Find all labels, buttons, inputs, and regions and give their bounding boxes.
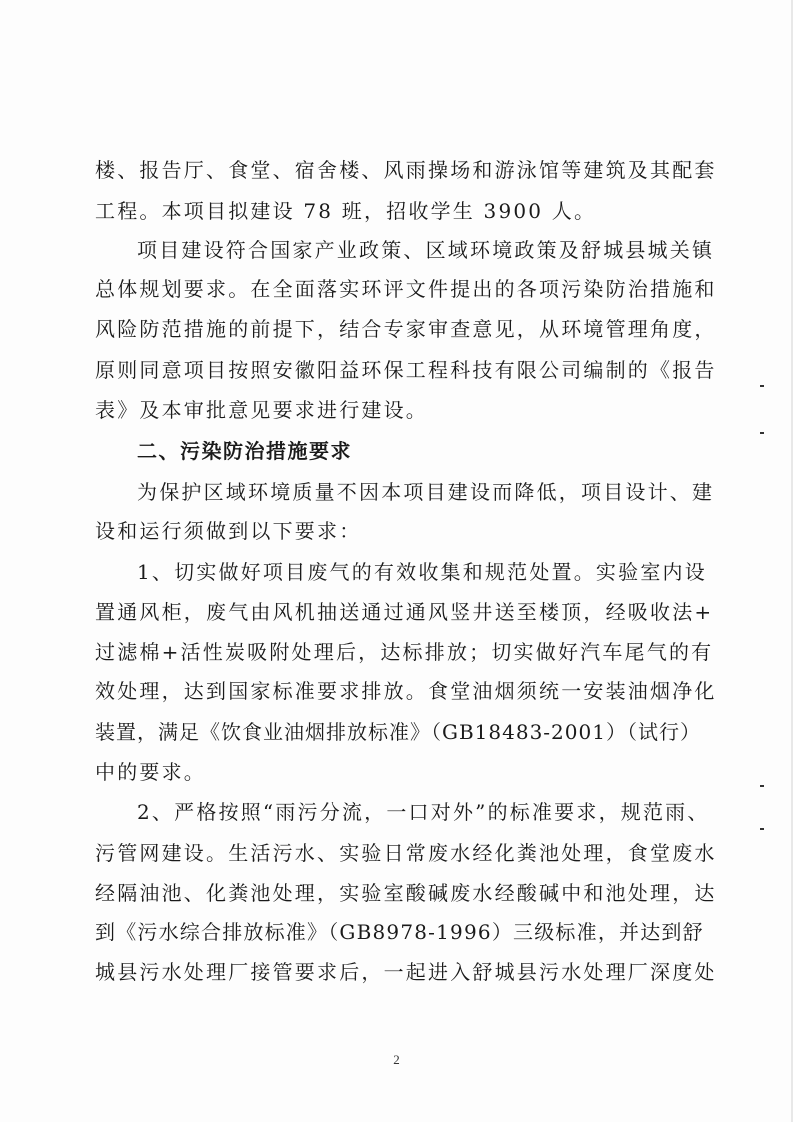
text-line: 为保护区域环境质量不因本项目建设而降低，项目设计、建 [137, 480, 715, 504]
scan-mark [760, 432, 764, 434]
text-line: 表》及本审批意见要求进行建设。 [95, 398, 428, 422]
text-line: 风险防范措施的前提下，结合专家审查意见，从环境管理角度， [95, 317, 717, 341]
text-line: 经隔油池、化粪池处理，实验室酸碱废水经酸碱中和池处理，达 [95, 881, 717, 905]
text-line: 中的要求。 [95, 760, 206, 784]
text-line: 过滤棉+活性炭吸附处理后，达标排放；切实做好汽车尾气的有 [95, 640, 714, 664]
text-line: 城县污水处理厂接管要求后，一起进入舒城县污水处理厂深度处 [95, 960, 717, 984]
text-line: 1、切实做好项目废气的有效收集和规范处置。实验室内设 [137, 560, 707, 584]
text-line: 设和运行须做到以下要求： [95, 519, 362, 543]
page-number: 2 [393, 1052, 400, 1067]
text-line: 装置，满足《饮食业油烟排放标准》（GB18483-2001）（试行） [95, 720, 701, 744]
text-line: 原则同意项目按照安徽阳益环保工程科技有限公司编制的《报告 [95, 358, 717, 382]
scan-mark [760, 785, 764, 787]
text-line: 楼、报告厅、食堂、宿舍楼、风雨操场和游泳馆等建筑及其配套 [95, 158, 717, 182]
text-line: 工程。本项目拟建设 78 班，招收学生 3900 人。 [95, 199, 597, 223]
text-line: 总体规划要求。在全面落实环评文件提出的各项污染防治措施和 [95, 277, 717, 301]
scan-mark [760, 385, 764, 387]
text-line: 项目建设符合国家产业政策、区域环境政策及舒城县城关镇 [137, 238, 715, 262]
text-line: 效处理，达到国家标准要求排放。食堂油烟须统一安装油烟净化 [95, 679, 717, 703]
scan-mark [760, 828, 764, 830]
section-heading: 二、污染防治措施要求 [137, 439, 352, 463]
text-line: 到《污水综合排放标准》（GB8978-1996）三级标准，并达到舒 [95, 920, 704, 944]
text-line: 置通风柜，废气由风机抽送通过通风竖井送至楼顶，经吸收法+ [95, 600, 714, 624]
text-line: 污管网建设。生活污水、实验日常废水经化粪池处理，食堂废水 [95, 841, 717, 865]
text-line: 2、严格按照“雨污分流，一口对外”的标准要求，规范雨、 [137, 800, 710, 824]
